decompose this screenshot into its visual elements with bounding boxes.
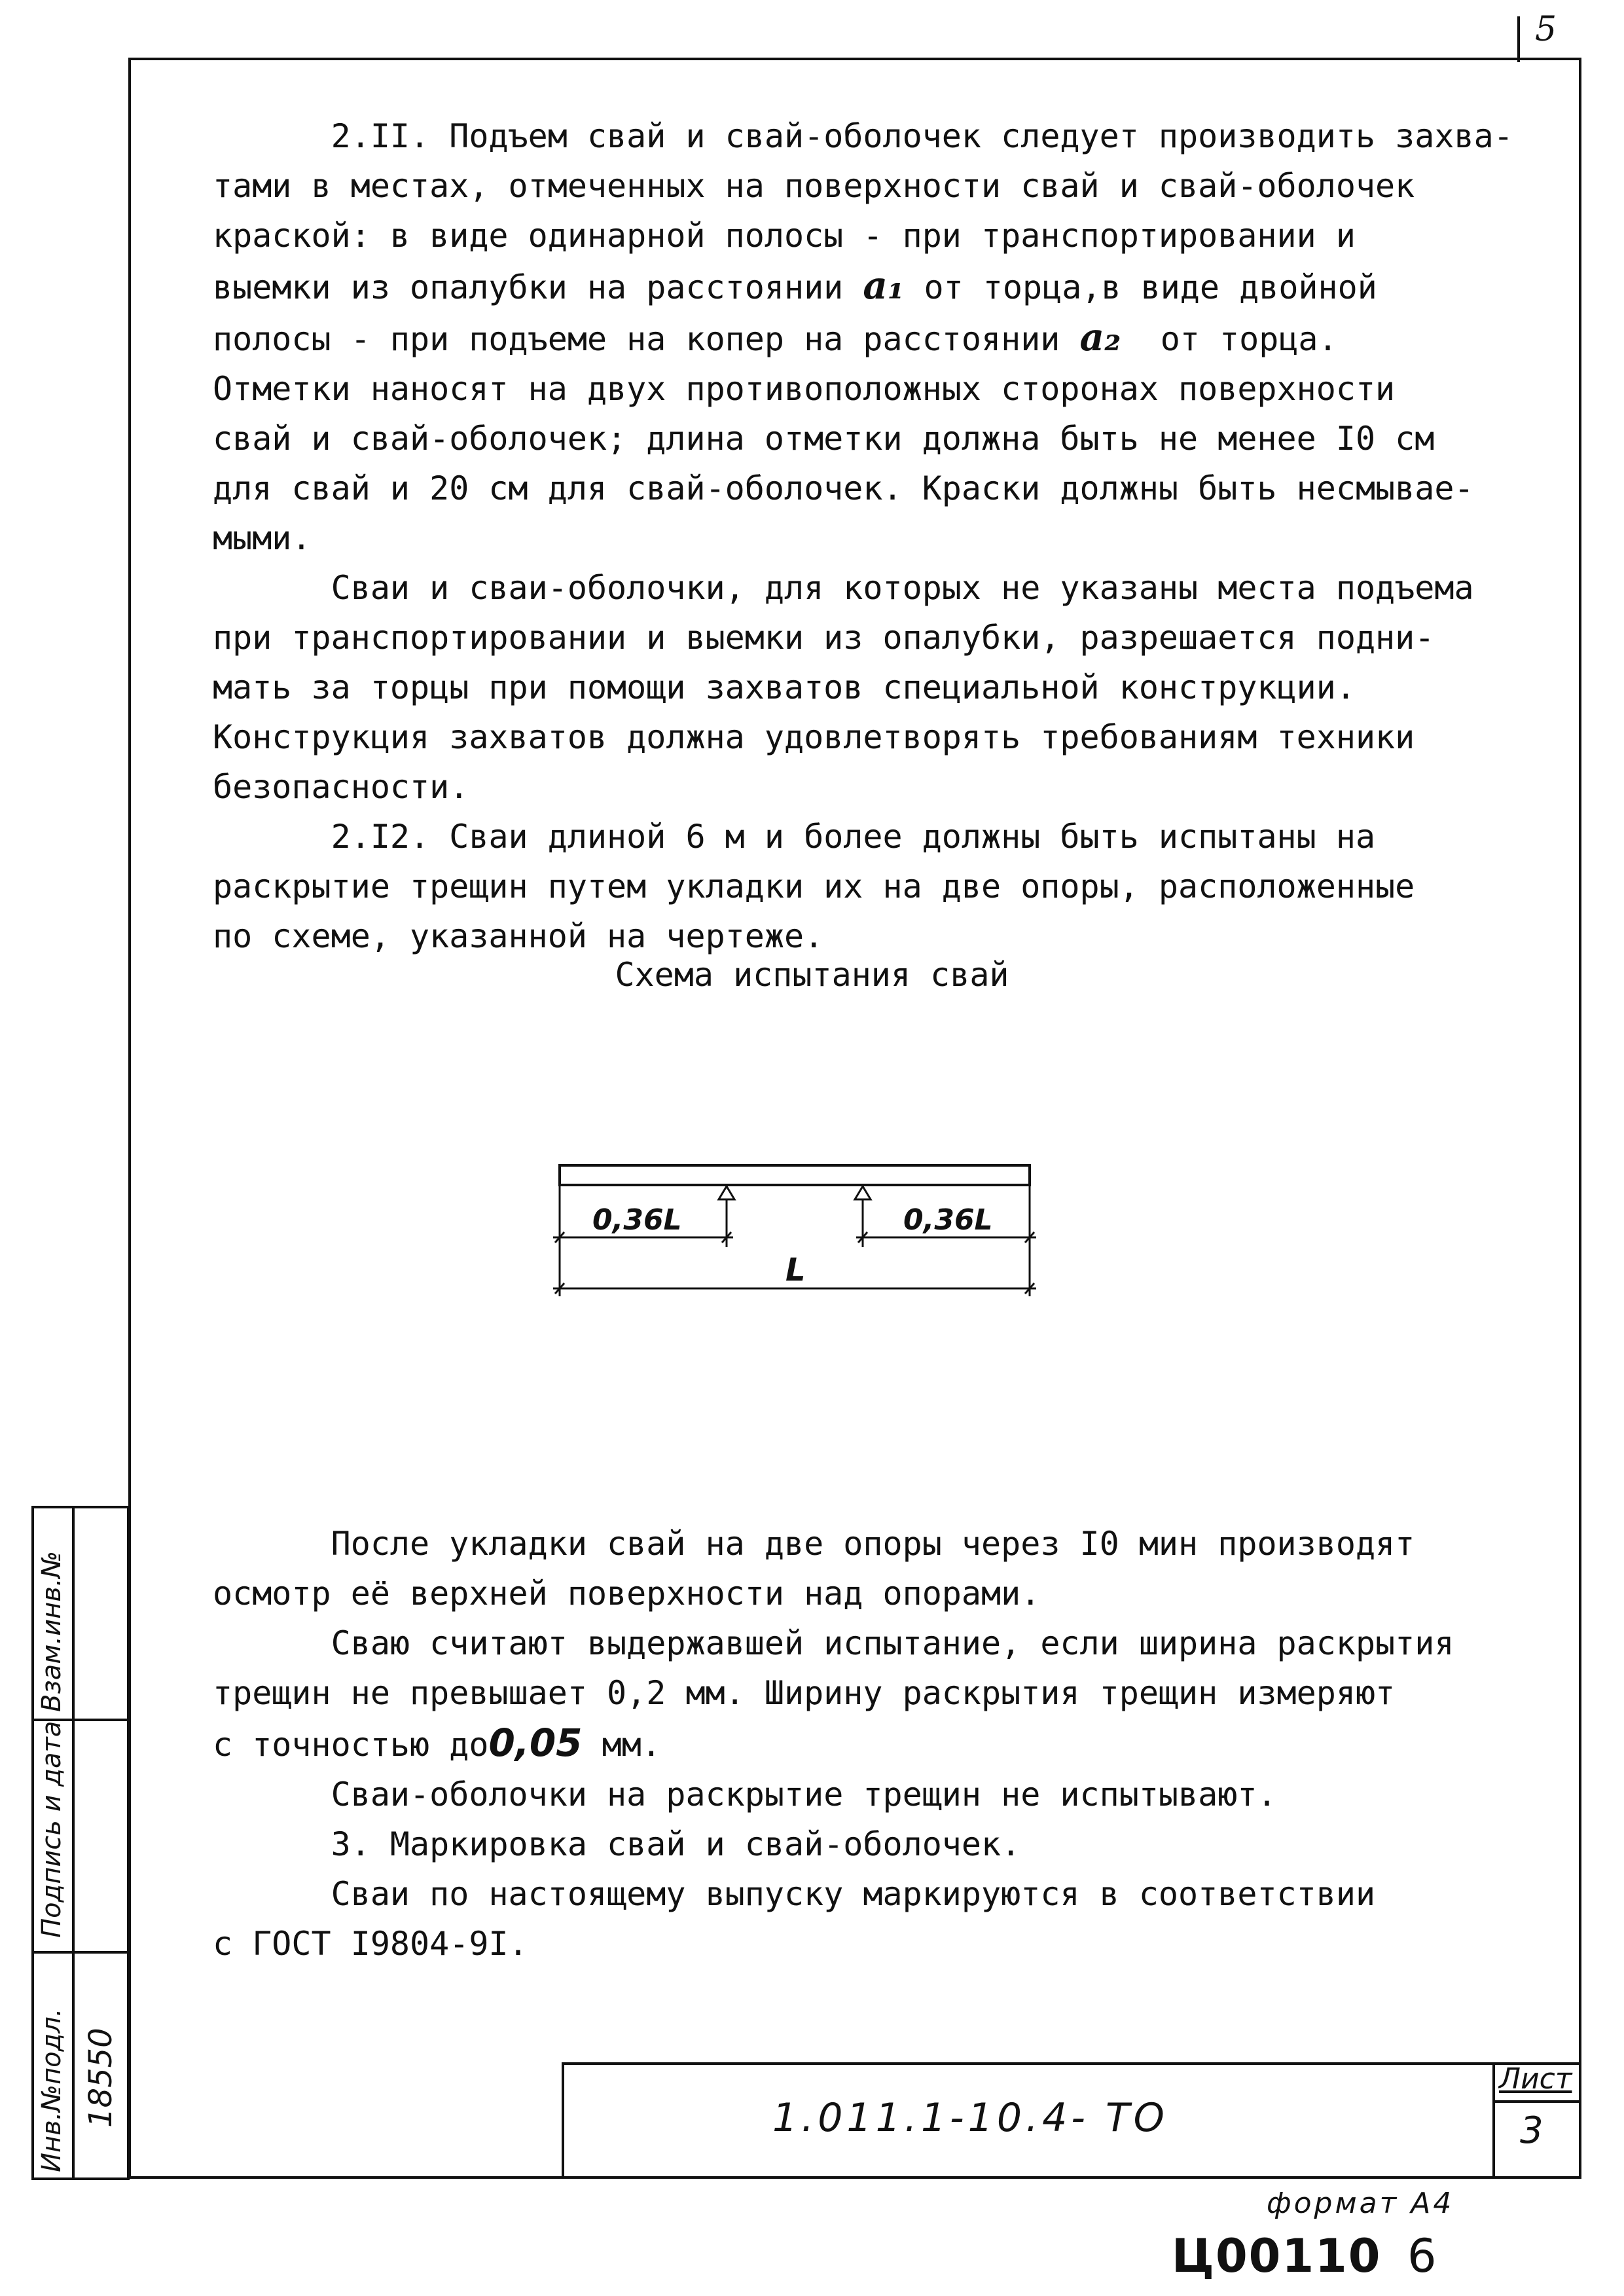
text-line: Сваю считают выдержавшей испытание, если ширина раскрытия <box>213 1624 1454 1662</box>
text-line: для свай и 20 см для свай-оболочек. Краски должны быть несмывае- <box>213 469 1474 507</box>
text-line: мать за торцы при помощи захватов специальной конструкции. <box>213 668 1356 706</box>
title-block-divider <box>1492 2062 1495 2179</box>
document-code: 1.011.1-10.4- ТО <box>772 2095 1168 2141</box>
text-fragment: полосы - при подъеме на копер на расстоянии <box>213 320 1080 358</box>
stamp-inv-label: Инв.№подл. <box>37 2008 67 2172</box>
text-line: трещин не превышает 0,2 мм. Ширину раскрытия трещин измеряют <box>213 1674 1396 1712</box>
text-line: безопасности. <box>213 768 469 806</box>
precision-value: 0,05 <box>488 1721 583 1765</box>
text-fragment: от торца,в виде двойной <box>904 268 1377 306</box>
text-line: тами в местах, отмеченных на поверхности свай и свай-оболочек <box>213 167 1415 205</box>
text-line: с ГОСТ I9804-9I. <box>213 1925 528 1963</box>
right-dim-label: 0,36L <box>903 1203 993 1237</box>
text-line: Сваи и сваи-оболочки, для которых не указаны места подъема <box>213 569 1474 607</box>
text-line: раскрытие трещин путем укладки их на две опоры, расположенные <box>213 867 1415 905</box>
page-number: 5 <box>1535 10 1557 49</box>
pile-beam <box>560 1165 1030 1185</box>
text-line: 2.I2. Сваи длиной 6 м и более должны быть испытаны на <box>213 818 1376 856</box>
stamp-vzam-label: Взам.инв.№ <box>37 1550 67 1712</box>
text-line: по схеме, указанной на чертеже. <box>213 917 824 955</box>
archive-code: Ц00110 <box>1172 2229 1382 2283</box>
main-text <box>213 111 1535 961</box>
symbol-a2: a₂ <box>1079 315 1121 359</box>
text-fragment: выемки из опалубки на расстоянии <box>213 268 863 306</box>
archive-page: 6 <box>1407 2229 1437 2283</box>
text-line: После укладки свай на две опоры через I0 мин производят <box>213 1525 1415 1563</box>
stamp-inv-value: 18550 <box>82 2028 119 2128</box>
text-line: 2.II. Подъем свай и свай-оболочек следует производить захва- <box>213 117 1513 155</box>
text-line <box>213 261 1535 312</box>
text-line: краской: в виде одинарной полосы - при транспортировании и <box>213 217 1356 255</box>
stamp-divider <box>31 1951 130 1954</box>
stamp-divider <box>72 1506 75 2180</box>
text-line: мыми. <box>213 519 312 557</box>
sheet-label: Лист <box>1499 2062 1572 2096</box>
text-line: осмотр её верхней поверхности над опорами. <box>213 1575 1041 1613</box>
stamp-podpis-label: Подпись и дата <box>37 1721 67 1938</box>
lower-text <box>213 1519 1535 1969</box>
left-dim-label: 0,36L <box>592 1203 682 1237</box>
left-support <box>719 1186 734 1199</box>
text-line: Конструкция захватов должна удовлетворять требованиям техники <box>213 718 1415 756</box>
format-label: формат А4 <box>1267 2187 1454 2220</box>
precision-unit: мм. <box>582 1726 661 1764</box>
symbol-a1: a₁ <box>863 263 905 308</box>
text-fragment: с точностью до <box>213 1726 489 1764</box>
scheme-title: Схема испытания свай <box>615 956 1009 994</box>
text-line <box>213 1718 1535 1770</box>
text-fragment: от торца. <box>1121 320 1338 358</box>
text-line: свай и свай-оболочек; длина отметки должна быть не менее I0 см <box>213 420 1435 458</box>
text-line: Сваи по настоящему выпуску маркируются в соответствии <box>213 1875 1376 1913</box>
total-dim-label: L <box>785 1252 806 1288</box>
sheet-number: 3 <box>1520 2109 1543 2152</box>
right-support <box>855 1186 871 1199</box>
page-number-tick <box>1517 16 1520 62</box>
title-block-divider <box>1492 2100 1581 2103</box>
text-line: Отметки наносят на двух противоположных сторонах поверхности <box>213 370 1396 408</box>
text-line: Сваи-оболочки на раскрытие трещин не испытывают. <box>213 1776 1277 1813</box>
text-line: при транспортировании и выемки из опалубки, разрешается подни- <box>213 619 1435 657</box>
text-line: 3. Маркировка свай и свай-оболочек. <box>213 1825 1021 1863</box>
pile-test-diagram <box>537 1152 1060 1309</box>
text-line <box>213 312 1535 364</box>
